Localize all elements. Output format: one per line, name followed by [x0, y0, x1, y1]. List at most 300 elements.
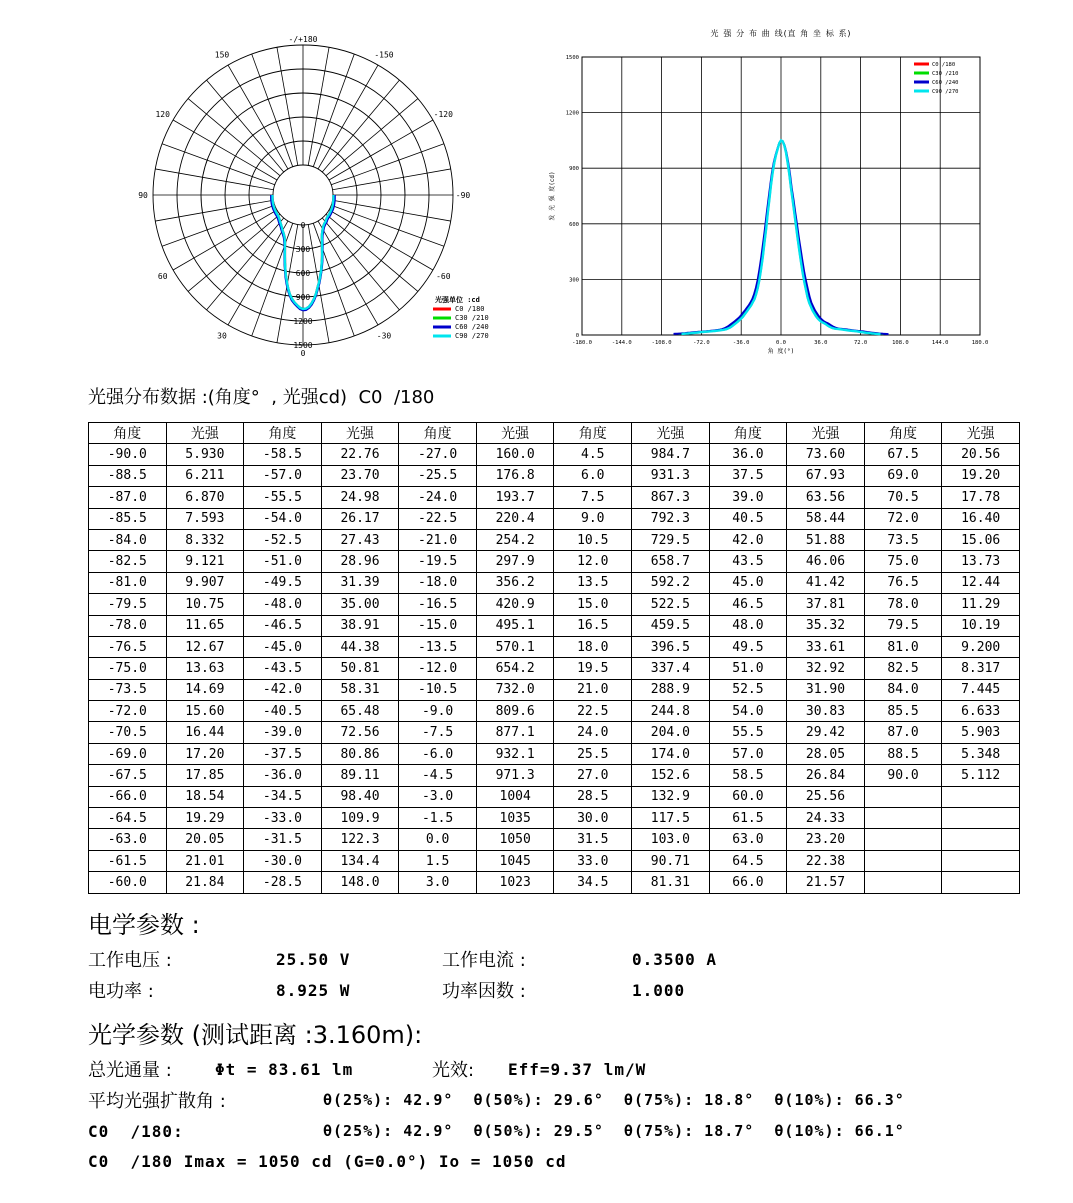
polar-angle-label: -90	[455, 191, 471, 200]
intensity-cell: 21.57	[787, 872, 865, 893]
angle-cell: 28.5	[554, 786, 632, 807]
x-tick-label: -144.0	[611, 340, 632, 346]
polar-angle-label: 0	[300, 349, 306, 358]
col-header-angle: 角度	[89, 423, 167, 444]
angle-cell: 67.5	[864, 444, 942, 465]
angle-cell: 19.5	[554, 658, 632, 679]
y-tick-label: 1200	[565, 110, 579, 117]
intensity-cell: 20.56	[942, 444, 1020, 465]
polar-angle-label: 120	[155, 110, 170, 119]
y-tick-label: 300	[569, 277, 579, 284]
polar-grid-spoke	[326, 214, 418, 291]
angle-cell: 27.0	[554, 765, 632, 786]
angle-cell: 6.0	[554, 465, 632, 486]
intensity-cell: 15.60	[166, 701, 244, 722]
angle-cell: 61.5	[709, 808, 787, 829]
table-row	[89, 572, 1020, 593]
table-row	[89, 808, 1020, 829]
angle-cell: -13.5	[399, 636, 477, 657]
intensity-cell: 9.907	[166, 572, 244, 593]
angle-cell: 21.0	[554, 679, 632, 700]
polar-grid-spoke	[207, 218, 284, 310]
col-header-intensity: 光强	[632, 423, 710, 444]
intensity-cell: 90.71	[632, 850, 710, 871]
intensity-cell	[942, 829, 1020, 850]
intensity-cell: 152.6	[632, 765, 710, 786]
angle-cell: 64.5	[709, 850, 787, 871]
intensity-cell: 132.9	[632, 786, 710, 807]
angle-cell: -78.0	[89, 615, 167, 636]
polar-grid-spoke	[322, 218, 399, 310]
intensity-cell: 32.92	[787, 658, 865, 679]
polar-grid-spoke	[188, 99, 280, 176]
angle-cell: 9.0	[554, 508, 632, 529]
intensity-cell: 31.39	[321, 572, 399, 593]
angle-cell: -3.0	[399, 786, 477, 807]
angle-cell: 22.5	[554, 701, 632, 722]
intensity-cell: 244.8	[632, 701, 710, 722]
intensity-cell: 89.11	[321, 765, 399, 786]
avg-beam-values: θ(25%): 42.9° θ(50%): 29.6° θ(75%): 18.8° θ(10%): 66.3°	[323, 1091, 905, 1109]
intensity-cell: 117.5	[632, 808, 710, 829]
angle-cell: 33.0	[554, 850, 632, 871]
pf-label: 功率因数 :	[442, 981, 526, 1002]
intensity-cell: 1035	[476, 808, 554, 829]
intensity-cell: 658.7	[632, 551, 710, 572]
table-row	[89, 594, 1020, 615]
intensity-cell: 58.44	[787, 508, 865, 529]
intensity-cell: 7.445	[942, 679, 1020, 700]
optical-heading: 光学参数 (测试距离 :3.160m):	[88, 1021, 423, 1049]
avg-beam-label: 平均光强扩散角 :	[88, 1091, 226, 1112]
y-axis-label: 发 光 强 度(cd)	[549, 171, 556, 221]
intensity-cell: 35.32	[787, 615, 865, 636]
intensity-cell: 10.19	[942, 615, 1020, 636]
intensity-cell: 24.33	[787, 808, 865, 829]
angle-cell: -82.5	[89, 551, 167, 572]
intensity-cell: 1004	[476, 786, 554, 807]
power-label: 电功率 :	[88, 981, 154, 1002]
angle-cell	[864, 829, 942, 850]
angle-cell: 58.5	[709, 765, 787, 786]
intensity-cell: 122.3	[321, 829, 399, 850]
angle-cell: -42.0	[244, 679, 322, 700]
intensity-cell: 932.1	[476, 743, 554, 764]
intensity-cell: 6.870	[166, 487, 244, 508]
table-header-row	[89, 423, 1020, 444]
angle-cell: 51.0	[709, 658, 787, 679]
intensity-cell: 13.63	[166, 658, 244, 679]
intensity-cell: 67.93	[787, 465, 865, 486]
angle-cell: -90.0	[89, 444, 167, 465]
angle-cell: -4.5	[399, 765, 477, 786]
angle-cell: 78.0	[864, 594, 942, 615]
angle-cell: -54.0	[244, 508, 322, 529]
col-header-intensity: 光强	[942, 423, 1020, 444]
intensity-cell: 5.903	[942, 722, 1020, 743]
polar-angle-label: -120	[433, 110, 453, 119]
x-tick-label: 144.0	[931, 340, 949, 346]
table-row	[89, 850, 1020, 871]
intensity-cell: 792.3	[632, 508, 710, 529]
angle-cell: -51.0	[244, 551, 322, 572]
intensity-cell: 809.6	[476, 701, 554, 722]
angle-cell: 52.5	[709, 679, 787, 700]
intensity-cell: 931.3	[632, 465, 710, 486]
angle-cell: 18.0	[554, 636, 632, 657]
col-header-intensity: 光强	[166, 423, 244, 444]
polar-angle-label: -150	[374, 50, 394, 60]
intensity-cell: 984.7	[632, 444, 710, 465]
intensity-cell: 6.633	[942, 701, 1020, 722]
polar-grid-spoke	[155, 200, 273, 221]
angle-cell: -19.5	[399, 551, 477, 572]
angle-cell: -55.5	[244, 487, 322, 508]
intensity-cell: 420.9	[476, 594, 554, 615]
legend-label: C90 /270	[932, 89, 959, 95]
x-tick-label: -72.0	[693, 340, 710, 346]
col-header-angle: 角度	[709, 423, 787, 444]
intensity-cell: 5.930	[166, 444, 244, 465]
angle-cell: -67.5	[89, 765, 167, 786]
table-row	[89, 786, 1020, 807]
polar-legend-label: C0 /180	[455, 305, 485, 313]
polar-radial-label: 1500	[293, 341, 313, 350]
angle-cell: -81.0	[89, 572, 167, 593]
angle-cell: -34.5	[244, 786, 322, 807]
col-header-angle: 角度	[399, 423, 477, 444]
angle-cell: 42.0	[709, 529, 787, 550]
intensity-cell: 58.31	[321, 679, 399, 700]
angle-cell: -87.0	[89, 487, 167, 508]
intensity-cell: 8.332	[166, 529, 244, 550]
intensity-cell	[942, 786, 1020, 807]
angle-cell: -15.0	[399, 615, 477, 636]
x-tick-label: 108.0	[892, 340, 909, 346]
angle-cell: 87.0	[864, 722, 942, 743]
angle-cell: -25.5	[399, 465, 477, 486]
intensity-cell: 33.61	[787, 636, 865, 657]
intensity-cell: 867.3	[632, 487, 710, 508]
intensity-cell: 160.0	[476, 444, 554, 465]
angle-cell: 7.5	[554, 487, 632, 508]
polar-radial-label: 0	[300, 221, 306, 230]
polar-grid-spoke	[333, 169, 451, 190]
table-row	[89, 872, 1020, 893]
angle-cell: 76.5	[864, 572, 942, 593]
intensity-cell: 732.0	[476, 679, 554, 700]
flux-label: 总光通量 :	[88, 1060, 172, 1081]
intensity-cell: 356.2	[476, 572, 554, 593]
polar-grid-spoke	[331, 144, 444, 185]
intensity-cell: 16.40	[942, 508, 1020, 529]
angle-cell: -30.0	[244, 850, 322, 871]
polar-grid-spoke	[207, 80, 284, 172]
legend-label: C60 /240	[932, 80, 959, 86]
intensity-cell: 204.0	[632, 722, 710, 743]
angle-cell: 40.5	[709, 508, 787, 529]
table-row	[89, 487, 1020, 508]
angle-cell: -58.5	[244, 444, 322, 465]
angle-cell: -69.0	[89, 743, 167, 764]
x-tick-label: -108.0	[651, 340, 672, 346]
polar-legend-label: C30 /210	[455, 314, 489, 322]
intensity-cell: 396.5	[632, 636, 710, 657]
intensity-cell: 12.44	[942, 572, 1020, 593]
voltage-label: 工作电压 :	[88, 950, 172, 971]
angle-cell: 45.0	[709, 572, 787, 593]
angle-cell: 37.5	[709, 465, 787, 486]
intensity-cell: 38.91	[321, 615, 399, 636]
intensity-cell: 7.593	[166, 508, 244, 529]
intensity-cell: 18.54	[166, 786, 244, 807]
legend-label: C30 /210	[932, 71, 959, 77]
voltage-value: 25.50 V	[276, 950, 351, 969]
intensity-cell: 25.56	[787, 786, 865, 807]
intensity-cell: 51.88	[787, 529, 865, 550]
table-row	[89, 465, 1020, 486]
polar-legend-label: C60 /240	[455, 323, 489, 331]
angle-cell: -60.0	[89, 872, 167, 893]
polar-angle-label: 90	[138, 191, 148, 200]
intensity-cell: 26.84	[787, 765, 865, 786]
intensity-cell: 8.317	[942, 658, 1020, 679]
angle-cell	[864, 850, 942, 871]
legend-label: C0 /180	[932, 62, 956, 68]
angle-cell: -61.5	[89, 850, 167, 871]
angle-cell: -18.0	[399, 572, 477, 593]
angle-cell: 72.0	[864, 508, 942, 529]
angle-cell: 10.5	[554, 529, 632, 550]
angle-cell: -37.5	[244, 743, 322, 764]
polar-radial-label: 600	[295, 269, 311, 278]
intensity-cell: 220.4	[476, 508, 554, 529]
intensity-cell: 37.81	[787, 594, 865, 615]
angle-cell: 49.5	[709, 636, 787, 657]
angle-cell: -27.0	[399, 444, 477, 465]
angle-cell: -12.0	[399, 658, 477, 679]
intensity-cell: 65.48	[321, 701, 399, 722]
col-header-intensity: 光强	[476, 423, 554, 444]
intensity-cell: 35.00	[321, 594, 399, 615]
intensity-cell: 570.1	[476, 636, 554, 657]
polar-angle-label: 30	[217, 331, 227, 341]
angle-cell: -64.5	[89, 808, 167, 829]
intensity-cell: 44.38	[321, 636, 399, 657]
angle-cell: 69.0	[864, 465, 942, 486]
intensity-cell: 31.90	[787, 679, 865, 700]
angle-cell	[864, 786, 942, 807]
angle-cell: -79.5	[89, 594, 167, 615]
angle-cell: 79.5	[864, 615, 942, 636]
table-row	[89, 765, 1020, 786]
intensity-cell: 28.05	[787, 743, 865, 764]
polar-grid-circle	[273, 165, 333, 225]
table-heading: 光强分布数据 :(角度° , 光强cd) C0 /180	[88, 387, 435, 408]
power-value: 8.925 W	[276, 981, 351, 1000]
angle-cell: -21.0	[399, 529, 477, 550]
angle-cell: -48.0	[244, 594, 322, 615]
col-header-intensity: 光强	[321, 423, 399, 444]
angle-cell: -24.0	[399, 487, 477, 508]
y-tick-label: 600	[569, 221, 579, 228]
angle-cell: -88.5	[89, 465, 167, 486]
intensity-cell: 20.05	[166, 829, 244, 850]
angle-cell: -46.5	[244, 615, 322, 636]
intensity-cell: 1050	[476, 829, 554, 850]
angle-cell: 88.5	[864, 743, 942, 764]
intensity-cell: 26.17	[321, 508, 399, 529]
angle-cell: 12.0	[554, 551, 632, 572]
intensity-cell: 17.85	[166, 765, 244, 786]
intensity-cell: 654.2	[476, 658, 554, 679]
polar-angle-label: -30	[376, 331, 392, 341]
angle-cell: 39.0	[709, 487, 787, 508]
angle-cell: 43.5	[709, 551, 787, 572]
x-tick-label: 72.0	[853, 340, 868, 346]
angle-cell: 13.5	[554, 572, 632, 593]
angle-cell: 30.0	[554, 808, 632, 829]
intensity-cell: 17.20	[166, 743, 244, 764]
polar-legend-title: 光强单位 :cd	[435, 296, 480, 304]
intensity-cell: 6.211	[166, 465, 244, 486]
angle-cell: -57.0	[244, 465, 322, 486]
electrical-heading: 电学参数 :	[88, 911, 200, 939]
x-tick-label: 36.0	[814, 340, 828, 346]
intensity-cell: 80.86	[321, 743, 399, 764]
angle-cell: 48.0	[709, 615, 787, 636]
angle-cell: -40.5	[244, 701, 322, 722]
polar-grid-spoke	[162, 144, 275, 185]
y-tick-label: 900	[569, 166, 579, 173]
intensity-cell: 17.78	[942, 487, 1020, 508]
x-tick-label: -36.0	[732, 340, 750, 346]
polar-legend-label: C90 /270	[455, 332, 489, 340]
intensity-cell: 12.67	[166, 636, 244, 657]
angle-cell: -7.5	[399, 722, 477, 743]
polar-angle-label: 150	[214, 50, 230, 60]
angle-cell: 57.0	[709, 743, 787, 764]
angle-cell: -45.0	[244, 636, 322, 657]
angle-cell	[864, 808, 942, 829]
polar-angle-label: -60	[436, 272, 451, 281]
intensity-cell: 15.06	[942, 529, 1020, 550]
intensity-cell: 9.121	[166, 551, 244, 572]
intensity-cell: 176.8	[476, 465, 554, 486]
angle-cell: -72.0	[89, 701, 167, 722]
imax-line: C0 /180 Imax = 1050 cd (G=0.0°) Io = 1050 cd	[88, 1152, 567, 1171]
angle-cell: 55.5	[709, 722, 787, 743]
intensity-cell: 297.9	[476, 551, 554, 572]
polar-angle-label: -/+180	[288, 35, 318, 44]
intensity-cell: 13.73	[942, 551, 1020, 572]
angle-cell: 70.5	[864, 487, 942, 508]
intensity-cell: 24.98	[321, 487, 399, 508]
intensity-cell: 19.20	[942, 465, 1020, 486]
intensity-cell	[942, 872, 1020, 893]
polar-grid-spoke	[322, 80, 399, 172]
table-row	[89, 829, 1020, 850]
angle-cell: 4.5	[554, 444, 632, 465]
efficacy-label: 光效:	[432, 1060, 475, 1081]
intensity-cell: 592.2	[632, 572, 710, 593]
angle-cell: 75.0	[864, 551, 942, 572]
x-axis-label: 角 度(°)	[767, 348, 795, 355]
intensity-cell: 495.1	[476, 615, 554, 636]
intensity-cell: 16.44	[166, 722, 244, 743]
angle-cell: 82.5	[864, 658, 942, 679]
intensity-cell: 10.75	[166, 594, 244, 615]
x-tick-label: 180.0	[971, 340, 989, 346]
polar-grid-spoke	[313, 54, 354, 167]
angle-cell: 60.0	[709, 786, 787, 807]
intensity-cell: 63.56	[787, 487, 865, 508]
table-row	[89, 615, 1020, 636]
angle-cell: -43.5	[244, 658, 322, 679]
angle-cell: -10.5	[399, 679, 477, 700]
col-header-angle: 角度	[244, 423, 322, 444]
angle-cell: 54.0	[709, 701, 787, 722]
angle-cell: 36.0	[709, 444, 787, 465]
intensity-cell: 98.40	[321, 786, 399, 807]
angle-cell: -75.0	[89, 658, 167, 679]
angle-cell: -85.5	[89, 508, 167, 529]
polar-angle-label: 60	[157, 272, 168, 281]
table-row	[89, 679, 1020, 700]
x-tick-label: 0.0	[776, 340, 786, 346]
intensity-cell: 729.5	[632, 529, 710, 550]
table-row	[89, 658, 1020, 679]
c0-beam-values: θ(25%): 42.9° θ(50%): 29.5° θ(75%): 18.7° θ(10%): 66.1°	[323, 1122, 905, 1140]
angle-cell: -31.5	[244, 829, 322, 850]
polar-radial-label: 300	[295, 245, 311, 254]
col-header-angle: 角度	[554, 423, 632, 444]
intensity-cell: 459.5	[632, 615, 710, 636]
intensity-cell: 27.43	[321, 529, 399, 550]
intensity-cell: 29.42	[787, 722, 865, 743]
angle-cell: 25.5	[554, 743, 632, 764]
angle-cell: 85.5	[864, 701, 942, 722]
angle-cell: 1.5	[399, 850, 477, 871]
angle-cell: -63.0	[89, 829, 167, 850]
current-value: 0.3500 A	[632, 950, 718, 969]
table-row	[89, 551, 1020, 572]
table-row	[89, 636, 1020, 657]
angle-cell: 31.5	[554, 829, 632, 850]
flux-value: Φt = 83.61 lm	[215, 1060, 354, 1079]
intensity-cell	[942, 850, 1020, 871]
angle-cell: 66.0	[709, 872, 787, 893]
angle-cell: -22.5	[399, 508, 477, 529]
angle-cell: -76.5	[89, 636, 167, 657]
intensity-cell: 9.200	[942, 636, 1020, 657]
angle-cell: -16.5	[399, 594, 477, 615]
angle-cell: 24.0	[554, 722, 632, 743]
table-row	[89, 444, 1020, 465]
col-header-angle: 角度	[864, 423, 942, 444]
intensity-cell	[942, 808, 1020, 829]
intensity-cell: 28.96	[321, 551, 399, 572]
angle-cell: 3.0	[399, 872, 477, 893]
intensity-cell: 73.60	[787, 444, 865, 465]
polar-grid-spoke	[277, 47, 298, 165]
angle-cell: -39.0	[244, 722, 322, 743]
angle-cell: 84.0	[864, 679, 942, 700]
angle-cell: -9.0	[399, 701, 477, 722]
intensity-cell: 23.70	[321, 465, 399, 486]
intensity-cell: 22.38	[787, 850, 865, 871]
angle-cell: 90.0	[864, 765, 942, 786]
